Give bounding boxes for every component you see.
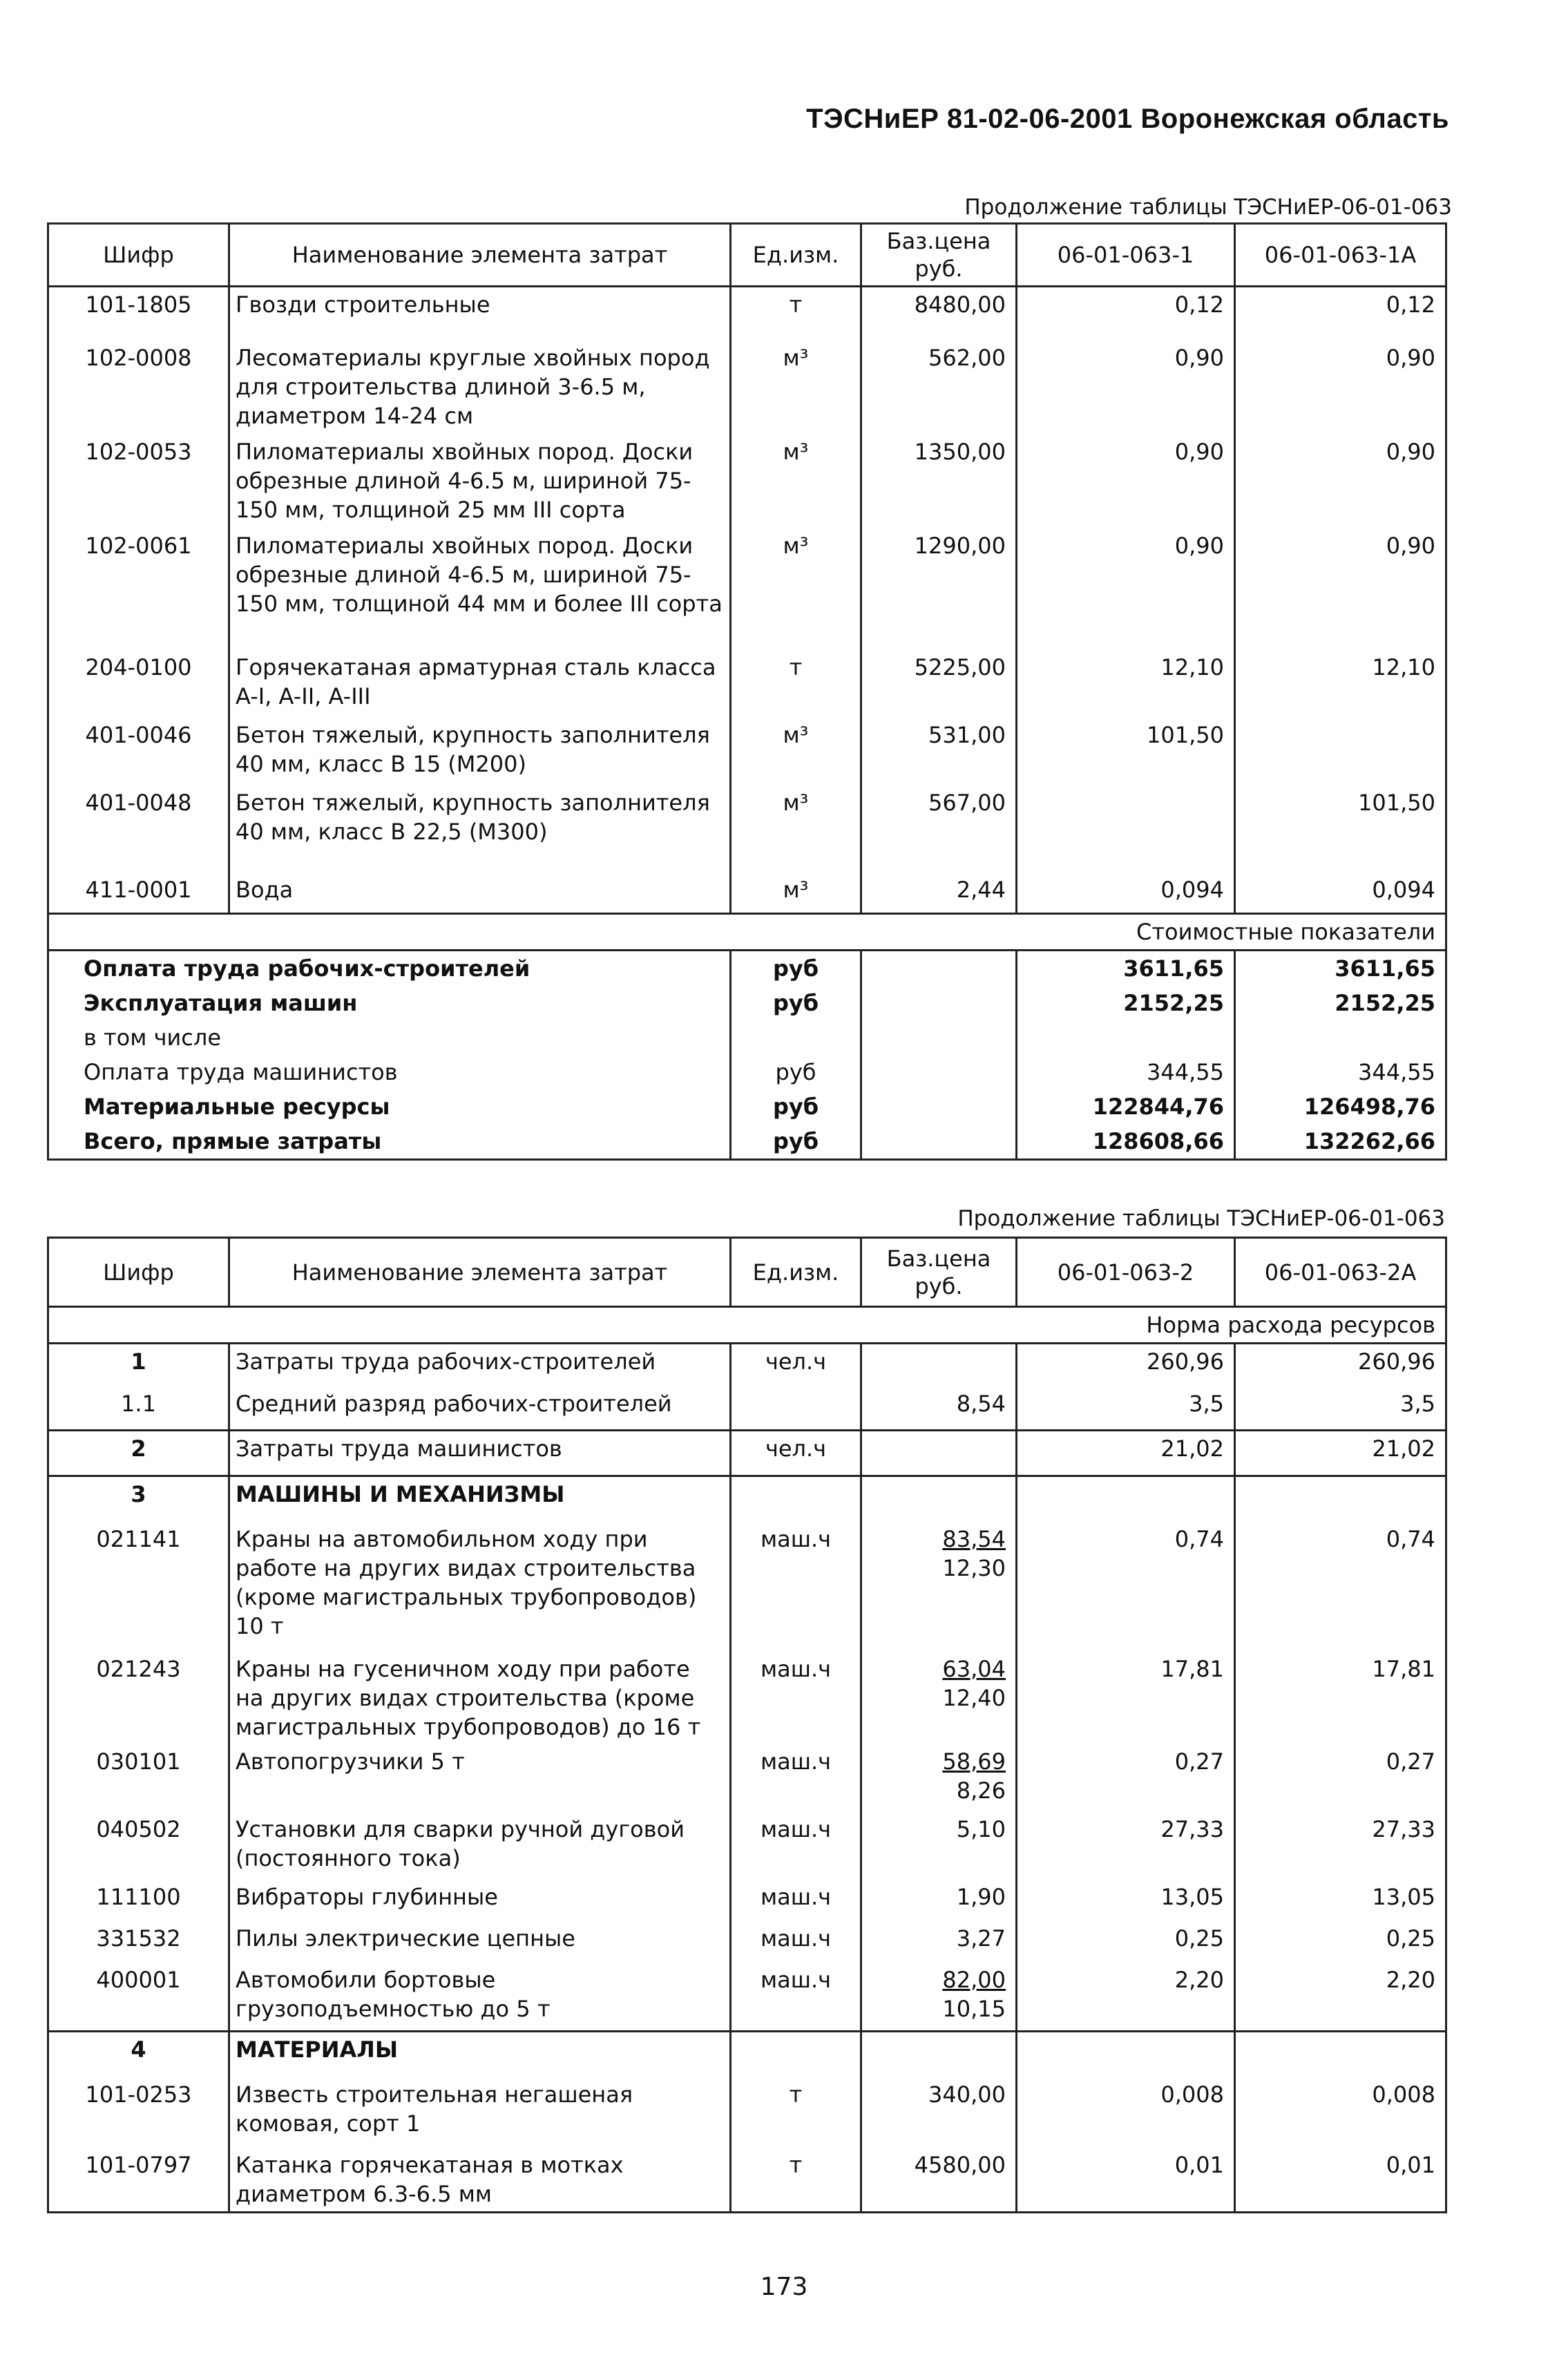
cost-price: [861, 951, 1017, 986]
section-title: МАШИНЫ И МЕХАНИЗМЫ: [229, 1476, 731, 1522]
row-name: Затраты труда машинистов: [229, 1431, 731, 1476]
row-name: Катанка горячекатаная в мотках диаметром 6.3-6.5 мм: [229, 2148, 731, 2213]
col-value1-header: 06-01-063-2: [1017, 1238, 1235, 1307]
row-price: 5,10: [861, 1812, 1017, 1880]
col-price-header: Баз.цена руб.: [861, 224, 1017, 287]
row-code: 3: [48, 1476, 229, 1522]
row-value1: 27,33: [1017, 1812, 1235, 1880]
table-row: [48, 2077, 1446, 2148]
cost-price: [861, 1055, 1017, 1089]
price-operator: 12,30: [942, 1554, 1006, 1581]
table-row: [48, 1522, 1446, 1652]
row-price: 8,54: [861, 1386, 1017, 1431]
row-name: Гвозди строительные: [229, 287, 731, 341]
price-operator: 8,26: [956, 1777, 1006, 1804]
row-unit: маш.ч: [731, 1921, 861, 1963]
col-code-header: Шифр: [48, 1238, 229, 1307]
row-value1: 0,90: [1017, 528, 1235, 650]
row-unit: маш.ч: [731, 1963, 861, 2032]
col-unit-header: Ед.изм.: [731, 1238, 861, 1307]
cost-value2: 126498,76: [1235, 1089, 1446, 1124]
table-row: [48, 1880, 1446, 1921]
row-unit: маш.ч: [731, 1812, 861, 1880]
row-value2: [1235, 2032, 1446, 2077]
row-value1: [1017, 2032, 1235, 2077]
row-unit: маш.ч: [731, 1744, 861, 1812]
page-number: 173: [760, 2273, 808, 2301]
table-row: [48, 435, 1446, 528]
row-price: 5225,00: [861, 650, 1017, 718]
cost-unit: [731, 1020, 861, 1055]
cost-row: [48, 1089, 1446, 1124]
row-value1: 0,90: [1017, 435, 1235, 528]
row-price: [861, 1522, 1017, 1652]
row-code: 1: [48, 1344, 229, 1386]
cost-price: [861, 1124, 1017, 1160]
row-value2: [1235, 1476, 1446, 1522]
row-value1: 0,27: [1017, 1744, 1235, 1812]
price-machine: 83,54: [942, 1525, 1006, 1552]
row-unit: маш.ч: [731, 1522, 861, 1652]
row-code: 400001: [48, 1963, 229, 2032]
row-value2: 0,90: [1235, 435, 1446, 528]
row-unit: м³: [731, 718, 861, 785]
row-code: 111100: [48, 1880, 229, 1921]
cost-price: [861, 1020, 1017, 1055]
row-unit: м³: [731, 785, 861, 872]
row-price: [861, 1431, 1017, 1476]
row-unit: т: [731, 650, 861, 718]
row-value2: 0,90: [1235, 528, 1446, 650]
row-price: 531,00: [861, 718, 1017, 785]
cost-value2: 132262,66: [1235, 1124, 1446, 1160]
row-value2: 260,96: [1235, 1344, 1446, 1386]
norm-header: Норма расхода ресурсов: [48, 1307, 1446, 1344]
row-value1: 0,01: [1017, 2148, 1235, 2213]
row-code: 411-0001: [48, 872, 229, 914]
norm-header-row: [48, 1307, 1446, 1344]
cost-price: [861, 986, 1017, 1020]
row-name: Бетон тяжелый, крупность заполнителя 40 мм, класс В 15 (М200): [229, 718, 731, 785]
row-value1: 21,02: [1017, 1431, 1235, 1476]
row-value2: 0,12: [1235, 287, 1446, 341]
row-unit: маш.ч: [731, 1880, 861, 1921]
section-title: МАТЕРИАЛЫ: [229, 2032, 731, 2077]
row-value2: 0,01: [1235, 2148, 1446, 2213]
row-unit: [731, 1476, 861, 1522]
section-row: [48, 2032, 1446, 2077]
row-unit: маш.ч: [731, 1652, 861, 1744]
cost-value2: [1235, 1020, 1446, 1055]
row-name: Средний разряд рабочих-строителей: [229, 1386, 731, 1431]
cost-row: [48, 986, 1446, 1020]
row-value2: 0,90: [1235, 341, 1446, 435]
row-name: Пиломатериалы хвойных пород. Доски обрезные длиной 4-6.5 м, шириной 75-150 мм, толщиной 44 мм и более III сорта: [229, 528, 731, 650]
row-price: [861, 1963, 1017, 2032]
cost-value2: 344,55: [1235, 1055, 1446, 1089]
cost-price: [861, 1089, 1017, 1124]
row-value2: 0,27: [1235, 1744, 1446, 1812]
row-price: 3,27: [861, 1921, 1017, 1963]
row-code: 030101: [48, 1744, 229, 1812]
row-price: [861, 1476, 1017, 1522]
row-price: 562,00: [861, 341, 1017, 435]
row-name: Бетон тяжелый, крупность заполнителя 40 мм, класс В 22,5 (М300): [229, 785, 731, 872]
cost-unit: руб: [731, 1055, 861, 1089]
row-code: 021243: [48, 1652, 229, 1744]
table-row: [48, 1921, 1446, 1963]
row-price: 1350,00: [861, 435, 1017, 528]
cost-name: Всего, прямые затраты: [48, 1124, 731, 1160]
row-value1: 0,74: [1017, 1522, 1235, 1652]
row-value2: 0,094: [1235, 872, 1446, 914]
table-row: [48, 872, 1446, 914]
row-code: 204-0100: [48, 650, 229, 718]
row-code: 102-0008: [48, 341, 229, 435]
row-value1: 17,81: [1017, 1652, 1235, 1744]
cost-name: Эксплуатация машин: [48, 986, 731, 1020]
cost-value1: 2152,25: [1017, 986, 1235, 1020]
resources-table-1: [47, 222, 1447, 1161]
row-unit: м³: [731, 341, 861, 435]
row-code: 102-0061: [48, 528, 229, 650]
row-name: Установки для сварки ручной дуговой (постоянного тока): [229, 1812, 731, 1880]
row-unit: т: [731, 2148, 861, 2213]
row-unit: чел.ч: [731, 1344, 861, 1386]
row-name: Краны на автомобильном ходу при работе на других видах строительства (кроме магистральных трубопроводов) 10 т: [229, 1522, 731, 1652]
table-row: [48, 1744, 1446, 1812]
table-row: [48, 1652, 1446, 1744]
cost-value1: 122844,76: [1017, 1089, 1235, 1124]
row-value2: 3,5: [1235, 1386, 1446, 1431]
cost-row: [48, 951, 1446, 986]
row-price: 567,00: [861, 785, 1017, 872]
row-code: 1.1: [48, 1386, 229, 1431]
row-name: Горячекатаная арматурная сталь класса A-I, A-II, A-III: [229, 650, 731, 718]
cost-value1: 344,55: [1017, 1055, 1235, 1089]
row-code: 401-0046: [48, 718, 229, 785]
table1-header-row: [48, 224, 1446, 287]
row-value1: 12,10: [1017, 650, 1235, 718]
row-value2: 21,02: [1235, 1431, 1446, 1476]
row-unit: чел.ч: [731, 1431, 861, 1476]
cost-value2: 2152,25: [1235, 986, 1446, 1020]
price-machine: 58,69: [942, 1748, 1006, 1775]
row-price: 2,44: [861, 872, 1017, 914]
price-operator: 12,40: [942, 1684, 1006, 1711]
row-value1: 260,96: [1017, 1344, 1235, 1386]
table-row: [48, 1386, 1446, 1431]
row-unit: м³: [731, 528, 861, 650]
row-value2: 101,50: [1235, 785, 1446, 872]
row-name: Автомобили бортовые грузоподъемностью до 5 т: [229, 1963, 731, 2032]
cost-row: [48, 1124, 1446, 1160]
row-code: 2: [48, 1431, 229, 1476]
cost-unit: руб: [731, 986, 861, 1020]
table-row: [48, 2148, 1446, 2213]
col-value1-header: 06-01-063-1: [1017, 224, 1235, 287]
row-value1: 0,094: [1017, 872, 1235, 914]
table2-continuation: Продолжение таблицы ТЭСНиЕР-06-01-063: [957, 1206, 1445, 1231]
cost-row: [48, 1055, 1446, 1089]
cost-unit: руб: [731, 951, 861, 986]
cost-header: Стоимостные показатели: [48, 914, 1446, 951]
row-price: [861, 1652, 1017, 1744]
cost-name: Оплата труда машинистов: [48, 1055, 731, 1089]
col-name-header: Наименование элемента затрат: [229, 1238, 731, 1307]
col-value2-header: 06-01-063-1А: [1235, 224, 1446, 287]
table-row: [48, 650, 1446, 718]
row-code: 102-0053: [48, 435, 229, 528]
price-machine: 63,04: [942, 1655, 1006, 1682]
row-value2: [1235, 718, 1446, 785]
cost-value2: 3611,65: [1235, 951, 1446, 986]
table-row: [48, 785, 1446, 872]
table-row: [48, 1963, 1446, 2032]
row-price: 4580,00: [861, 2148, 1017, 2213]
row-value2: 13,05: [1235, 1880, 1446, 1921]
cost-value1: [1017, 1020, 1235, 1055]
row-unit: [731, 1386, 861, 1431]
row-name: Автопогрузчики 5 т: [229, 1744, 731, 1812]
row-price: [861, 1744, 1017, 1812]
row-value2: 0,008: [1235, 2077, 1446, 2148]
row-price: 340,00: [861, 2077, 1017, 2148]
cost-row: [48, 1020, 1446, 1055]
col-code-header: Шифр: [48, 224, 229, 287]
row-name: Вода: [229, 872, 731, 914]
row-value1: 13,05: [1017, 1880, 1235, 1921]
row-name: Лесоматериалы круглые хвойных пород для строительства длиной 3-6.5 м, диаметром 14-24 см: [229, 341, 731, 435]
row-unit: т: [731, 287, 861, 341]
row-value1: [1017, 1476, 1235, 1522]
row-value1: 0,12: [1017, 287, 1235, 341]
cost-name: в том числе: [48, 1020, 731, 1055]
row-price: [861, 2032, 1017, 2077]
row-value2: 0,74: [1235, 1522, 1446, 1652]
price-machine: 82,00: [942, 1966, 1006, 1993]
resources-table-2: [47, 1237, 1447, 2213]
table-row: [48, 528, 1446, 650]
cost-header-row: [48, 914, 1446, 951]
row-code: 101-0797: [48, 2148, 229, 2213]
table-row: [48, 718, 1446, 785]
row-name: Затраты труда рабочих-строителей: [229, 1344, 731, 1386]
row-name: Известь строительная негашеная комовая, сорт 1: [229, 2077, 731, 2148]
document-header: ТЭСНиЕР 81-02-06-2001 Воронежская область: [806, 104, 1449, 134]
cost-value1: 3611,65: [1017, 951, 1235, 986]
cost-value1: 128608,66: [1017, 1124, 1235, 1160]
row-price: 1290,00: [861, 528, 1017, 650]
col-value2-header: 06-01-063-2А: [1235, 1238, 1446, 1307]
section-row: [48, 1476, 1446, 1522]
row-unit: [731, 2032, 861, 2077]
row-value1: 101,50: [1017, 718, 1235, 785]
table-row: [48, 1431, 1446, 1476]
row-code: 101-0253: [48, 2077, 229, 2148]
cost-unit: руб: [731, 1124, 861, 1160]
col-name-header: Наименование элемента затрат: [229, 224, 731, 287]
row-name: Краны на гусеничном ходу при работе на других видах строительства (кроме магистральных трубопроводов) до 16 т: [229, 1652, 731, 1744]
row-value1: 2,20: [1017, 1963, 1235, 2032]
table1-continuation: Продолжение таблицы ТЭСНиЕР-06-01-063: [964, 195, 1452, 220]
table-row: [48, 1812, 1446, 1880]
price-operator: 10,15: [942, 1995, 1006, 2022]
row-value2: 17,81: [1235, 1652, 1446, 1744]
row-value2: 27,33: [1235, 1812, 1446, 1880]
table-row: [48, 341, 1446, 435]
row-value1: 3,5: [1017, 1386, 1235, 1431]
row-code: 040502: [48, 1812, 229, 1880]
table-row: [48, 1344, 1446, 1386]
row-code: 4: [48, 2032, 229, 2077]
row-code: 021141: [48, 1522, 229, 1652]
row-name: Пилы электрические цепные: [229, 1921, 731, 1963]
col-unit-header: Ед.изм.: [731, 224, 861, 287]
row-unit: м³: [731, 872, 861, 914]
col-price-header: Баз.цена руб.: [861, 1238, 1017, 1307]
row-value2: 12,10: [1235, 650, 1446, 718]
row-code: 101-1805: [48, 287, 229, 341]
cost-unit: руб: [731, 1089, 861, 1124]
cost-name: Оплата труда рабочих-строителей: [48, 951, 731, 986]
row-price: 1,90: [861, 1880, 1017, 1921]
row-unit: т: [731, 2077, 861, 2148]
row-price: 8480,00: [861, 287, 1017, 341]
row-value1: 0,008: [1017, 2077, 1235, 2148]
cost-name: Материальные ресурсы: [48, 1089, 731, 1124]
row-value1: 0,90: [1017, 341, 1235, 435]
row-name: Пиломатериалы хвойных пород. Доски обрезные длиной 4-6.5 м, шириной 75-150 мм, толщиной 25 мм III сорта: [229, 435, 731, 528]
row-value2: 0,25: [1235, 1921, 1446, 1963]
row-code: 331532: [48, 1921, 229, 1963]
row-price: [861, 1344, 1017, 1386]
row-value1: 0,25: [1017, 1921, 1235, 1963]
table-row: [48, 287, 1446, 341]
row-value2: 2,20: [1235, 1963, 1446, 2032]
row-code: 401-0048: [48, 785, 229, 872]
row-value1: [1017, 785, 1235, 872]
row-unit: м³: [731, 435, 861, 528]
table2-header-row: [48, 1238, 1446, 1307]
row-name: Вибраторы глубинные: [229, 1880, 731, 1921]
